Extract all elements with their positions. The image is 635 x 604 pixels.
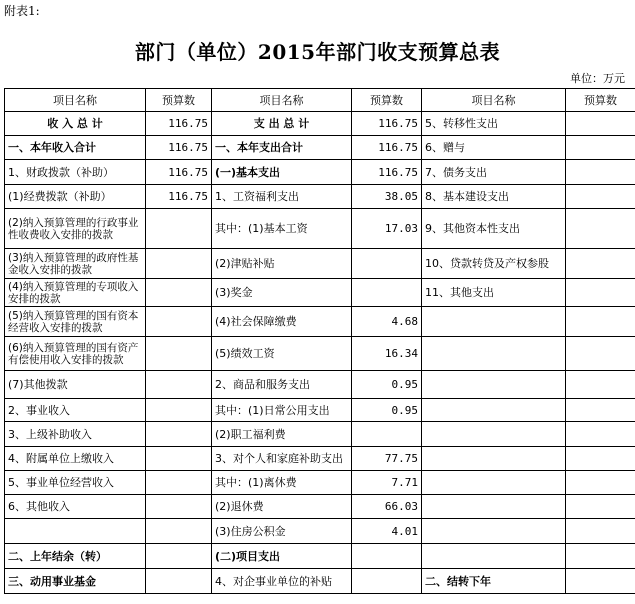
table-row [5, 471, 635, 495]
item-name-cell[interactable] [422, 337, 566, 371]
budget-value-cell[interactable] [566, 209, 635, 249]
budget-value-cell[interactable]: 4.01 [352, 519, 422, 544]
item-name-cell[interactable]: (一)基本支出 [212, 160, 352, 185]
table-row [5, 279, 635, 307]
budget-value-cell[interactable] [566, 399, 635, 422]
table-row [5, 307, 635, 337]
item-name-cell[interactable]: 3、对个人和家庭补助支出 [212, 447, 352, 471]
item-name-cell[interactable]: 2、商品和服务支出 [212, 371, 352, 399]
budget-value-cell[interactable] [566, 160, 635, 185]
table-row [5, 185, 635, 209]
item-name-cell[interactable]: 1、工资福利支出 [212, 185, 352, 209]
budget-value-cell[interactable]: 116.75 [352, 160, 422, 185]
table-row [5, 160, 635, 185]
item-name-cell[interactable]: (3)纳入预算管理的政府性基金收入安排的拨款 [5, 249, 146, 279]
budget-value-cell[interactable]: 66.03 [352, 495, 422, 519]
item-name-cell[interactable] [422, 399, 566, 422]
budget-value-cell[interactable] [146, 279, 212, 307]
item-name-cell[interactable]: (2)职工福利费 [212, 422, 352, 447]
item-name-cell[interactable] [422, 544, 566, 569]
budget-value-cell[interactable]: 116.75 [352, 112, 422, 136]
budget-value-cell[interactable] [352, 279, 422, 307]
budget-value-cell[interactable] [566, 371, 635, 399]
budget-value-cell[interactable] [566, 519, 635, 544]
item-name-cell[interactable]: (2)津贴补贴 [212, 249, 352, 279]
budget-value-cell[interactable] [566, 495, 635, 519]
budget-value-cell[interactable] [352, 544, 422, 569]
item-name-cell[interactable]: 1、财政拨款（补助） [5, 160, 146, 185]
table-row [5, 337, 635, 371]
budget-value-cell[interactable] [566, 337, 635, 371]
item-name-cell[interactable]: 2、事业收入 [5, 399, 146, 422]
attachment-label: 附表1: [4, 4, 40, 18]
column-header: 项目名称 [212, 89, 352, 112]
item-name-cell[interactable]: (5)绩效工资 [212, 337, 352, 371]
budget-value-cell[interactable] [566, 185, 635, 209]
budget-table [4, 88, 635, 594]
budget-value-cell[interactable]: 116.75 [146, 185, 212, 209]
table-header-row [5, 89, 635, 112]
item-name-cell[interactable]: 5、事业单位经营收入 [5, 471, 146, 495]
item-name-cell[interactable] [422, 519, 566, 544]
table-row [5, 422, 635, 447]
budget-value-cell[interactable] [566, 112, 635, 136]
budget-value-cell[interactable]: 16.34 [352, 337, 422, 371]
budget-value-cell[interactable] [146, 249, 212, 279]
table-row [5, 519, 635, 544]
budget-value-cell[interactable] [566, 447, 635, 471]
item-name-cell[interactable]: (二)项目支出 [212, 544, 352, 569]
budget-value-cell[interactable] [352, 422, 422, 447]
item-name-cell[interactable]: 三、动用事业基金 [5, 569, 146, 594]
column-header: 预算数 [146, 89, 212, 112]
table-row [5, 136, 635, 160]
budget-value-cell[interactable] [146, 544, 212, 569]
budget-value-cell[interactable] [566, 471, 635, 495]
item-name-cell[interactable]: 其中：(1)离休费 [212, 471, 352, 495]
budget-value-cell[interactable] [146, 519, 212, 544]
item-name-cell[interactable]: 支 出 总 计 [212, 112, 352, 136]
item-name-cell[interactable]: (3)奖金 [212, 279, 352, 307]
item-name-cell[interactable]: 7、债务支出 [422, 160, 566, 185]
budget-value-cell[interactable] [146, 569, 212, 594]
item-name-cell[interactable]: 二、上年结余（转） [5, 544, 146, 569]
budget-value-cell[interactable] [566, 136, 635, 160]
budget-value-cell[interactable] [352, 249, 422, 279]
budget-value-cell[interactable] [566, 422, 635, 447]
budget-value-cell[interactable]: 77.75 [352, 447, 422, 471]
budget-value-cell[interactable] [146, 337, 212, 371]
budget-value-cell[interactable] [146, 209, 212, 249]
budget-value-cell[interactable]: 116.75 [146, 160, 212, 185]
budget-value-cell[interactable]: 4.68 [352, 307, 422, 337]
item-name-cell[interactable]: 6、赠与 [422, 136, 566, 160]
item-name-cell[interactable]: 9、其他资本性支出 [422, 209, 566, 249]
table-row [5, 495, 635, 519]
item-name-cell[interactable] [422, 471, 566, 495]
budget-value-cell[interactable]: 0.95 [352, 371, 422, 399]
item-name-cell[interactable]: 11、其他支出 [422, 279, 566, 307]
item-name-cell[interactable]: 10、贷款转贷及产权参股 [422, 249, 566, 279]
budget-value-cell[interactable] [566, 544, 635, 569]
budget-value-cell[interactable] [566, 307, 635, 337]
item-name-cell[interactable]: (2)退休费 [212, 495, 352, 519]
item-name-cell[interactable] [422, 495, 566, 519]
item-name-cell[interactable]: (7)其他拨款 [5, 371, 146, 399]
column-header: 项目名称 [5, 89, 146, 112]
item-name-cell[interactable]: (4)纳入预算管理的专项收入安排的拨款 [5, 279, 146, 307]
item-name-cell[interactable]: (2)纳入预算管理的行政事业性收费收入安排的拨款 [5, 209, 146, 249]
table-row [5, 447, 635, 471]
budget-value-cell[interactable] [146, 371, 212, 399]
table-row [5, 399, 635, 422]
budget-value-cell[interactable] [146, 471, 212, 495]
item-name-cell[interactable]: (3)住房公积金 [212, 519, 352, 544]
table-row [5, 112, 635, 136]
item-name-cell[interactable]: 4、对企事业单位的补贴 [212, 569, 352, 594]
budget-value-cell[interactable] [566, 279, 635, 307]
item-name-cell[interactable]: (4)社会保障缴费 [212, 307, 352, 337]
budget-value-cell[interactable]: 116.75 [146, 112, 212, 136]
item-name-cell[interactable]: 一、本年收入合计 [5, 136, 146, 160]
item-name-cell[interactable] [422, 422, 566, 447]
item-name-cell[interactable] [422, 371, 566, 399]
unit-label: 单位：万元 [570, 72, 625, 85]
budget-value-cell[interactable] [352, 569, 422, 594]
item-name-cell[interactable] [5, 519, 146, 544]
table-row [5, 371, 635, 399]
budget-value-cell[interactable] [146, 495, 212, 519]
budget-value-cell[interactable] [146, 307, 212, 337]
budget-value-cell[interactable]: 17.03 [352, 209, 422, 249]
item-name-cell[interactable]: 4、附属单位上缴收入 [5, 447, 146, 471]
table-row [5, 544, 635, 569]
item-name-cell[interactable]: (6)纳入预算管理的国有资产有偿使用收入安排的拨款 [5, 337, 146, 371]
column-header: 项目名称 [422, 89, 566, 112]
item-name-cell[interactable]: 其中：(1)日常公用支出 [212, 399, 352, 422]
item-name-cell[interactable] [422, 447, 566, 471]
budget-value-cell[interactable] [146, 399, 212, 422]
page-title: 部门（单位）2015年部门收支预算总表 [134, 40, 501, 64]
item-name-cell[interactable]: (5)纳入预算管理的国有资本经营收入安排的拨款 [5, 307, 146, 337]
item-name-cell[interactable]: 其中：(1)基本工资 [212, 209, 352, 249]
budget-value-cell[interactable] [146, 422, 212, 447]
item-name-cell[interactable]: 6、其他收入 [5, 495, 146, 519]
budget-value-cell[interactable]: 116.75 [146, 136, 212, 160]
item-name-cell[interactable]: (1)经费拨款（补助） [5, 185, 146, 209]
budget-value-cell[interactable] [146, 447, 212, 471]
item-name-cell[interactable]: 二、结转下年 [422, 569, 566, 594]
column-header: 预算数 [566, 89, 635, 112]
item-name-cell[interactable]: 5、转移性支出 [422, 112, 566, 136]
budget-value-cell[interactable]: 0.95 [352, 399, 422, 422]
budget-value-cell[interactable]: 38.05 [352, 185, 422, 209]
budget-value-cell[interactable]: 7.71 [352, 471, 422, 495]
table-row [5, 209, 635, 249]
item-name-cell[interactable]: 一、本年支出合计 [212, 136, 352, 160]
budget-value-cell[interactable] [566, 249, 635, 279]
budget-value-cell[interactable] [566, 569, 635, 594]
table-row [5, 249, 635, 279]
column-header: 预算数 [352, 89, 422, 112]
item-name-cell[interactable]: 8、基本建设支出 [422, 185, 566, 209]
item-name-cell[interactable] [422, 307, 566, 337]
item-name-cell[interactable]: 3、上级补助收入 [5, 422, 146, 447]
budget-value-cell[interactable]: 116.75 [352, 136, 422, 160]
table-row [5, 569, 635, 594]
item-name-cell[interactable]: 收 入 总 计 [5, 112, 146, 136]
